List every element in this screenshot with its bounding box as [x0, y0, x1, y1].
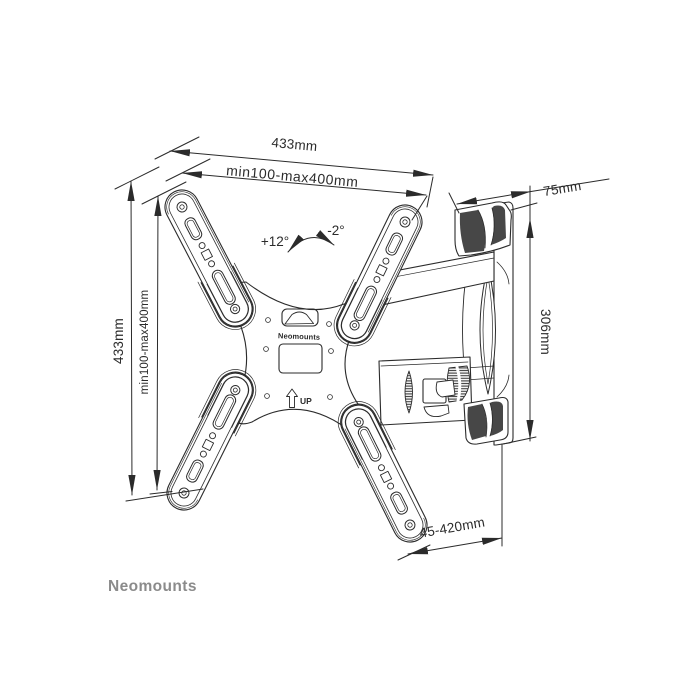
dim-bracket-height-label: 306mm	[538, 308, 553, 356]
footer-brand: Neomounts	[108, 578, 197, 595]
dimension-depth	[457, 178, 609, 204]
tilt-down-label: -2°	[327, 223, 345, 238]
plate-up-label: UP	[300, 396, 312, 406]
dim-vesa-height-label: min100-max400mm	[139, 289, 151, 395]
wall-plate-top-cover	[455, 202, 511, 256]
wall-plate-bottom-cover	[464, 398, 508, 445]
dim-left-height-label: 433mm	[111, 317, 126, 365]
dimension-vesa-height	[139, 196, 158, 490]
tilt-annotation	[261, 223, 345, 252]
tilt-up-label: +12°	[260, 234, 290, 249]
vesa-arm-bottom-left	[158, 363, 263, 518]
dim-vesa-width-label: min100-max400mm	[225, 162, 360, 191]
plate-brand-logo: Neomounts	[277, 331, 321, 342]
dim-depth-label: 75mm	[542, 178, 583, 200]
dim-wall-distance-label: 45-420mm	[418, 514, 487, 541]
dimension-bracket-height	[530, 218, 553, 440]
vesa-arm-top-left	[156, 182, 263, 336]
dimension-vesa-width	[182, 162, 426, 195]
arm-elbow	[379, 357, 472, 425]
dimension-left-height	[111, 181, 132, 495]
dim-top-width-label: 433mm	[270, 134, 319, 155]
rotation-arrow-icon	[288, 237, 334, 252]
